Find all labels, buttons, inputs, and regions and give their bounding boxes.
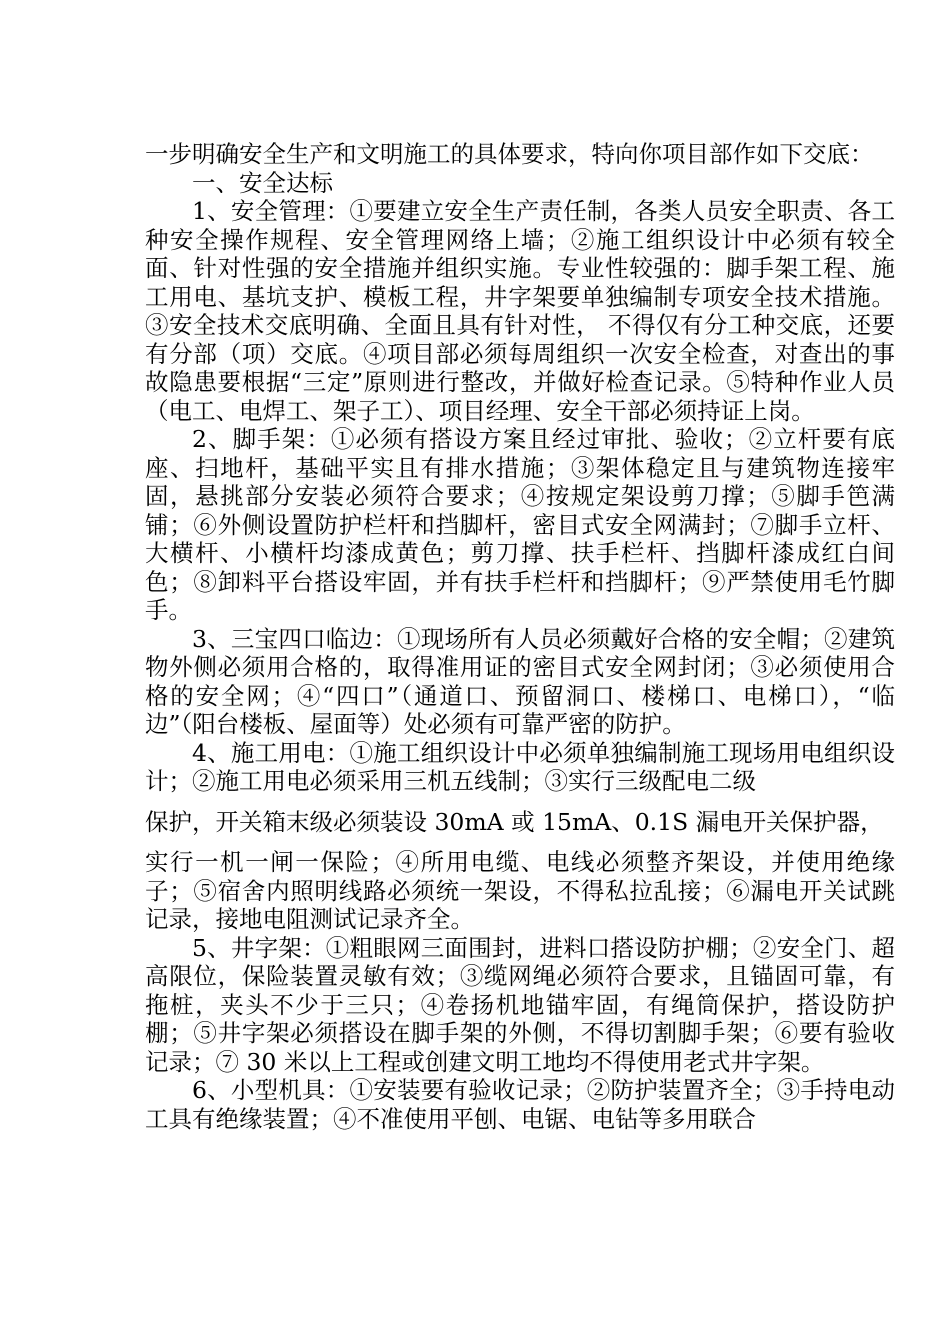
- section-heading-safety-standards: 一、安全达标: [192, 168, 333, 197]
- paragraph-three-treasures-four-openings: 3、三宝四口临边：①现场所有人员必须戴好合格的安全帽；②建筑物外侧必须用合格的，取得准用证的密目式安全网封闭；③必须使用合格的安全网；④“四口”（通道口、预留洞口、楼梯口、电梯口），“临边”（阳台楼板、屋面等）处必须有可靠严密的防护。: [145, 624, 895, 738]
- paragraph-scaffolding: 2、脚手架：①必须有搭设方案且经过审批、验收；②立杆要有底座、扫地杆，基础平实且有排水措施；③架体稳定且与建筑物连接牢固，悬挑部分安装必须符合要求；④按规定架设剪刀撑；⑤脚手笆满铺；⑥外侧设置防护栏杆和挡脚杆，密目式安全网满封；⑦脚手立杆、大横杆、小横杆均漆成黄色；剪刀撑、扶手栏杆、挡脚杆漆成红白间色；⑧卸料平台搭设牢固，并有扶手栏杆和挡脚杆；⑨严禁使用毛竹脚手。: [145, 425, 895, 624]
- paragraph-small-machinery: 6、小型机具：①安装要有验收记录；②防护装置齐全；③手持电动工具有绝缘装置；④不准使用平刨、电锯、电钻等多用联合: [145, 1076, 895, 1133]
- paragraph-construction-electricity-part-b: 保护，开关箱末级必须装设 30mA 或 15mA、0.1S 漏电开关保护器，: [145, 807, 884, 836]
- paragraph-construction-electricity-part-c: 实行一机一闸一保险；④所用电缆、电线必须整齐架设，并使用绝缘子；⑤宿舍内照明线路必须统一架设，不得私拉乱接；⑥漏电开关试跳记录，接地电阻测试记录齐全。: [145, 848, 895, 933]
- paragraph-hoist-frame: 5、井字架：①粗眼网三面围封，进料口搭设防护棚；②安全门、超高限位，保险装置灵敏有效；③缆网绳必须符合要求，且锚固可靠，有拖桩，夹头不少于三只；④卷扬机地锚牢固，有绳筒保护，搭设防护棚；⑤井字架必须搭设在脚手架的外侧，不得切割脚手架；⑥要有验收记录；⑦ 30 米以上工程或创建文明工地均不得使用老式井字架。: [145, 933, 895, 1076]
- paragraph-construction-electricity-part-a: 4、施工用电：①施工组织设计中必须单独编制施工现场用电组织设计；②施工用电必须采用三机五线制；③实行三级配电二级: [145, 738, 895, 795]
- paragraph-safety-management: 1、安全管理：①要建立安全生产责任制，各类人员安全职责、各工种安全操作规程、安全管理网络上墙；②施工组织设计中必须有较全面、针对性强的安全措施并组织实施。专业性较强的：脚手架工程、施工用电、基坑支护、模板工程，井字架要单独编制专项安全技术措施。③安全技术交底明确、全面且具有针对性， 不得仅有分工种交底，还要有分部（项）交底。④项目部必须每周组织一次安全检查，对查出的事故隐患要根据“三定”原则进行整改，并做好检查记录。⑤特种作业人员（电工、电焊工、架子工）、项目经理、安全干部必须持证上岗。: [145, 197, 895, 425]
- document-body: [145, 140, 895, 1133]
- paragraph-intro: 一步明确安全生产和文明施工的具体要求，特向你项目部作如下交底：: [145, 140, 874, 168]
